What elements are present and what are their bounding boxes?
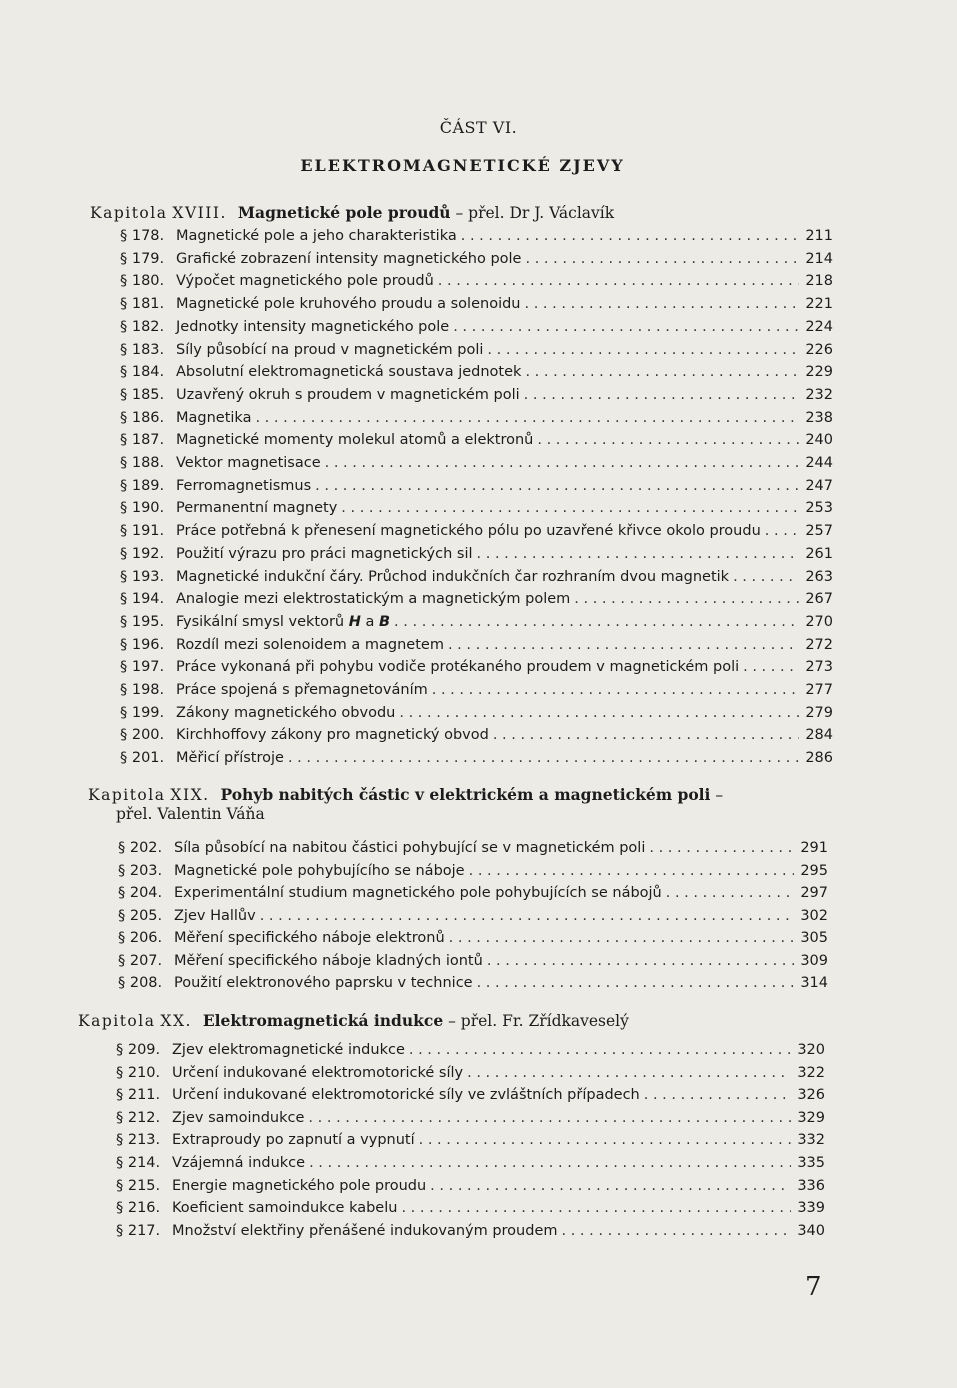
chapter-label: Kapitola	[88, 786, 166, 804]
paragraph-number: § 208.	[118, 975, 163, 991]
paragraph-number: § 184.	[120, 364, 165, 381]
dot-leader	[649, 840, 794, 856]
chapter-label: Kapitola	[78, 1012, 156, 1030]
paragraph-number: § 193.	[120, 568, 165, 585]
conjunction: a	[360, 613, 379, 630]
dot-leader	[401, 1200, 791, 1216]
entry-title	[174, 885, 662, 901]
page-ref: 214	[805, 250, 833, 267]
entry-title	[176, 410, 251, 426]
entry-title	[176, 659, 739, 675]
toc-entry	[120, 387, 833, 409]
toc-entry	[120, 500, 833, 522]
toc-entry	[120, 727, 833, 749]
toc-entry	[120, 228, 833, 250]
entry-title	[174, 863, 465, 879]
paragraph-number: § 192.	[120, 545, 165, 562]
paragraph-number: § 206.	[118, 930, 163, 946]
paragraph-number: § 180.	[120, 273, 165, 290]
entry-text: Měření specifického náboje elektronů	[174, 930, 445, 946]
entry-text: Síly působící na proud v magnetickém poli	[176, 341, 484, 358]
paragraph-number: § 187.	[120, 432, 165, 449]
entry-text: Měření specifického náboje kladných iontů	[174, 952, 483, 969]
paragraph-number: § 191.	[120, 523, 165, 540]
toc-entry	[120, 705, 833, 727]
toc-entry	[120, 546, 833, 568]
page-ref: 291	[800, 840, 828, 856]
entry-text: Magnetické pole kruhového proudu a solenoidu	[176, 296, 521, 313]
paragraph-number: § 188.	[120, 455, 165, 471]
chapter-heading	[90, 203, 614, 223]
paragraph-number: § 217.	[116, 1222, 161, 1239]
page-ref: 339	[797, 1200, 825, 1217]
vector-h: H	[348, 613, 361, 630]
paragraph-number: § 195.	[120, 613, 165, 630]
dot-leader	[525, 296, 800, 312]
page-ref: 232	[805, 386, 833, 403]
dot-leader	[524, 387, 799, 403]
chapter-number: XIX.	[170, 786, 210, 804]
dot-leader	[525, 364, 799, 380]
entry-text: Magnetické pole a jeho charakteristika	[176, 228, 457, 244]
part-title: ČÁST VI.	[439, 118, 518, 137]
toc-entry	[118, 840, 828, 862]
entry-title	[172, 1110, 304, 1126]
entry-title	[176, 228, 457, 244]
toc-entry	[116, 1065, 825, 1087]
toc-entry	[116, 1042, 825, 1064]
entry-title	[172, 1042, 405, 1058]
entry-text: Zjev Hallův	[174, 907, 256, 924]
page-ref: 273	[805, 659, 833, 676]
dot-leader	[315, 478, 799, 494]
paragraph-number: § 215.	[116, 1177, 161, 1194]
paragraph-number: § 179.	[120, 250, 165, 267]
toc-entry	[116, 1155, 825, 1177]
entry-title	[176, 296, 521, 312]
entry-title	[176, 523, 761, 539]
dot-leader	[487, 953, 794, 969]
entry-title	[172, 1065, 463, 1081]
page-ref: 297	[800, 885, 828, 901]
entry-title	[172, 1200, 397, 1216]
page-ref: 263	[805, 568, 833, 585]
page-ref: 305	[800, 930, 828, 946]
page-ref: 279	[805, 704, 833, 721]
dot-leader	[467, 1065, 791, 1081]
dot-leader	[432, 682, 799, 698]
toc-entry	[116, 1178, 825, 1200]
paragraph-number: § 190.	[120, 500, 165, 517]
toc-entry	[116, 1200, 825, 1222]
page-ref: 221	[805, 296, 833, 313]
chapter-heading	[78, 1011, 629, 1031]
page-ref: 226	[805, 341, 833, 358]
entry-text: Magnetické pole pohybujícího se náboje	[174, 862, 465, 879]
toc-entry	[118, 953, 828, 975]
entry-title	[172, 1087, 640, 1103]
paragraph-number: § 202.	[118, 840, 163, 856]
page-ref: 284	[805, 727, 833, 744]
dot-leader	[394, 614, 799, 630]
dot-leader	[493, 727, 799, 743]
dot-leader	[448, 637, 799, 653]
entry-title	[176, 591, 570, 607]
entry-title	[174, 840, 645, 856]
page-ref: 218	[805, 273, 833, 290]
paragraph-number: § 214.	[116, 1155, 161, 1171]
dot-leader	[666, 885, 794, 901]
toc-entry	[118, 863, 828, 885]
chapter-translator: – přel. Dr J. Václavík	[450, 204, 615, 222]
paragraph-number: § 194.	[120, 591, 165, 608]
page-ref: 261	[805, 545, 833, 562]
paragraph-number: § 196.	[120, 636, 165, 653]
entry-text: Rozdíl mezi solenoidem a magnetem	[176, 636, 444, 653]
dot-leader	[399, 705, 799, 721]
paragraph-number: § 207.	[118, 952, 163, 969]
dot-leader	[765, 523, 799, 539]
toc-entry	[118, 885, 828, 907]
entry-title	[172, 1223, 558, 1239]
page-ref: 335	[797, 1155, 825, 1171]
entry-title	[174, 953, 483, 969]
toc-entry	[120, 523, 833, 545]
paragraph-number: § 189.	[120, 477, 165, 494]
entry-text: Výpočet magnetického pole proudů	[176, 273, 434, 290]
toc-entry	[120, 251, 833, 273]
page-ref: 240	[805, 432, 833, 449]
toc-entry	[118, 908, 828, 930]
vector-b: B	[378, 613, 391, 630]
entry-title	[176, 569, 729, 585]
dot-leader	[449, 930, 794, 946]
dot-leader	[255, 410, 799, 426]
chapter-title: Magnetické pole proudů	[237, 203, 451, 222]
paragraph-number: § 201.	[120, 750, 165, 767]
toc-entry	[120, 637, 833, 659]
paragraph-number: § 213.	[116, 1132, 161, 1149]
entry-title	[172, 1155, 305, 1171]
entry-text: Koeficient samoindukce kabelu	[172, 1200, 398, 1217]
entry-text: Použití výrazu pro práci magnetických sil	[176, 545, 473, 562]
entry-text: Určení indukované elektromotorické síly ve zvláštních případech	[172, 1087, 640, 1104]
entry-title	[176, 478, 311, 494]
chapter-heading: Kapitola XIX. Pohyb nabitých částic v elektrickém a magnetickém poli – přel. Valentin Váňa	[88, 785, 724, 823]
toc-entry	[116, 1223, 825, 1245]
entry-text: Absolutní elektromagnetická soustava jednotek	[176, 364, 522, 381]
toc-entry	[118, 930, 828, 952]
page-ref: 326	[797, 1087, 825, 1104]
dot-leader	[574, 591, 799, 607]
paragraph-number: § 212.	[116, 1109, 161, 1126]
entry-title	[176, 342, 483, 358]
toc-entry	[120, 682, 833, 704]
page-ref: 286	[805, 750, 833, 767]
paragraph-number: § 199.	[120, 704, 165, 721]
page-ref: 267	[805, 591, 833, 608]
entry-text: Magnetické indukční čáry. Průchod indukčních čar rozhraním dvou magnetik	[176, 568, 730, 585]
entry-title	[176, 727, 489, 743]
entry-text: Určení indukované elektromotorické síly	[172, 1064, 464, 1081]
dot-leader	[260, 908, 794, 924]
entry-text: Zákony magnetického obvodu	[176, 704, 396, 721]
entry-text: Uzavřený okruh s proudem v magnetickém poli	[176, 386, 520, 403]
chapter-title: Elektromagnetická indukce	[202, 1011, 444, 1030]
dot-leader	[525, 251, 799, 267]
toc-entry	[120, 614, 833, 636]
entry-title	[176, 500, 337, 516]
entry-title	[174, 908, 256, 924]
entry-title	[174, 930, 445, 946]
page-ref: 211	[805, 228, 833, 244]
toc-entry	[120, 750, 833, 772]
dot-leader	[562, 1223, 792, 1239]
entry-text: Síla působící na nabitou částici pohybující se v magnetickém poli	[174, 840, 646, 856]
dot-leader	[309, 1155, 791, 1171]
toc-entry	[120, 455, 833, 477]
chapter-title: Pohyb nabitých částic v elektrickém a magnetickém poli	[220, 785, 711, 804]
entry-text: Experimentální studium magnetického pole pohybujících se nábojů	[174, 885, 662, 901]
paragraph-number: § 203.	[118, 862, 163, 879]
page-ref: 322	[797, 1064, 825, 1081]
entry-text: Práce potřebná k přenesení magnetického pólu po uzavřené křivce okolo proudu	[176, 523, 761, 540]
entry-title	[176, 364, 521, 380]
chapter-translator: – přel. Fr. Zřídkaveselý	[443, 1012, 629, 1030]
toc-entry	[120, 432, 833, 454]
toc-entry	[120, 342, 833, 364]
paragraph-number: § 211.	[116, 1087, 161, 1104]
entry-text: Použití elektronového paprsku v technice	[174, 975, 473, 991]
toc-entry	[120, 659, 833, 681]
entry-title	[176, 705, 395, 721]
entry-title	[174, 975, 473, 991]
toc-entry	[118, 975, 828, 997]
entry-title	[176, 432, 533, 448]
entry-title	[176, 273, 434, 289]
entry-text: Fysikální smysl vektorů	[176, 613, 345, 630]
toc-entry	[120, 273, 833, 295]
chapter-number: XVIII.	[172, 204, 227, 222]
dot-leader	[537, 432, 799, 448]
toc-entry	[120, 296, 833, 318]
toc-entry	[120, 591, 833, 613]
paragraph-number: § 182.	[120, 318, 165, 335]
chapter-number: XX.	[160, 1012, 192, 1030]
dot-leader	[477, 975, 794, 991]
entry-title	[172, 1178, 426, 1194]
page-ref: 253	[805, 500, 833, 517]
section-title: ELEKTROMAGNETICKÉ ZJEVY	[300, 156, 625, 175]
entry-text: Magnetika	[176, 409, 252, 426]
paragraph-number: § 200.	[120, 727, 165, 744]
page-ref: 277	[805, 682, 833, 698]
page-ref: 257	[805, 523, 833, 540]
entry-title	[176, 637, 444, 653]
page-ref: 247	[805, 477, 833, 494]
toc-entry	[120, 319, 833, 341]
entry-title	[176, 682, 428, 698]
dot-leader	[419, 1132, 791, 1148]
entry-text: Ferromagnetismus	[176, 477, 312, 494]
toc-entry	[116, 1087, 825, 1109]
dot-leader	[644, 1087, 791, 1103]
page-ref: 224	[805, 318, 833, 335]
entry-text: Množství elektřiny přenášené indukovaným proudem	[172, 1222, 558, 1239]
page-ref: 314	[800, 975, 828, 991]
entry-text: Měřicí přístroje	[176, 750, 284, 767]
dot-leader	[430, 1178, 791, 1194]
entry-text: Extraproudy po zapnutí a vypnutí	[172, 1132, 415, 1149]
entry-text: Práce spojená s přemagnetováním	[176, 682, 428, 698]
entry-text: Vzájemná indukce	[172, 1155, 306, 1171]
page-ref: 229	[805, 364, 833, 381]
entry-text: Práce vykonaná při pohybu vodiče protékaného proudem v magnetickém poli	[176, 659, 740, 676]
page-ref: 270	[805, 613, 833, 630]
page-ref: 302	[800, 907, 828, 924]
dot-leader	[453, 319, 799, 335]
paragraph-number: § 205.	[118, 907, 163, 924]
page-ref: 238	[805, 409, 833, 426]
entry-text: Vektor magnetisace	[176, 455, 321, 471]
page-ref: 336	[797, 1177, 825, 1194]
entry-title	[176, 387, 520, 403]
paragraph-number: § 204.	[118, 885, 163, 901]
paragraph-number: § 216.	[116, 1200, 161, 1217]
dot-leader	[469, 863, 794, 879]
entry-title	[176, 546, 473, 562]
dot-leader	[438, 273, 799, 289]
toc-entry	[120, 410, 833, 432]
paragraph-number: § 178.	[120, 228, 165, 244]
page-ref: 340	[797, 1222, 825, 1239]
toc-entry	[120, 478, 833, 500]
dot-leader	[409, 1042, 791, 1058]
entry-text: Zjev elektromagnetické indukce	[172, 1042, 405, 1058]
entry-title	[176, 614, 390, 630]
entry-text: Kirchhoffovy zákony pro magnetický obvod	[176, 727, 489, 744]
dot-leader	[288, 750, 799, 766]
dot-leader	[341, 500, 799, 516]
paragraph-number: § 209.	[116, 1042, 161, 1058]
dot-leader	[477, 546, 799, 562]
toc-entry	[116, 1132, 825, 1154]
paragraph-number: § 210.	[116, 1064, 161, 1081]
entry-title	[176, 455, 321, 471]
dot-leader	[733, 569, 799, 585]
page-ref: 320	[797, 1042, 825, 1058]
entry-text: Grafické zobrazení intensity magnetického pole	[176, 250, 522, 267]
toc-entry	[120, 364, 833, 386]
page-ref: 309	[800, 952, 828, 969]
dot-leader	[743, 659, 799, 675]
paragraph-number: § 197.	[120, 659, 165, 676]
dot-leader	[461, 228, 799, 244]
entry-text: Zjev samoindukce	[172, 1109, 305, 1126]
toc-entry	[120, 569, 833, 591]
paragraph-number: § 185.	[120, 386, 165, 403]
entry-title	[176, 319, 449, 335]
page-ref: 329	[797, 1109, 825, 1126]
entry-text: Analogie mezi elektrostatickým a magnetickým polem	[176, 591, 571, 608]
chapter-translator: přel. Valentin Váňa	[116, 805, 265, 823]
entry-title	[176, 251, 521, 267]
entry-text: Permanentní magnety	[176, 500, 338, 517]
entry-title	[176, 750, 284, 766]
dot-leader	[325, 455, 799, 471]
dot-leader	[308, 1110, 791, 1126]
entry-text: Jednotky intensity magnetického pole	[176, 318, 450, 335]
page-ref: 295	[800, 862, 828, 879]
paragraph-number: § 186.	[120, 409, 165, 426]
entry-text: Energie magnetického pole proudu	[172, 1177, 427, 1194]
page-number: 7	[805, 1272, 822, 1302]
page-ref: 272	[805, 636, 833, 653]
paragraph-number: § 183.	[120, 341, 165, 358]
entry-text: Magnetické momenty molekul atomů a elektronů	[176, 432, 534, 449]
paragraph-number: § 181.	[120, 296, 165, 313]
toc-entry	[116, 1110, 825, 1132]
page-ref: 332	[797, 1132, 825, 1149]
chapter-label: Kapitola	[90, 204, 168, 222]
dot-leader	[487, 342, 799, 358]
entry-title	[172, 1132, 415, 1148]
paragraph-number: § 198.	[120, 682, 165, 698]
page-ref: 244	[805, 455, 833, 471]
